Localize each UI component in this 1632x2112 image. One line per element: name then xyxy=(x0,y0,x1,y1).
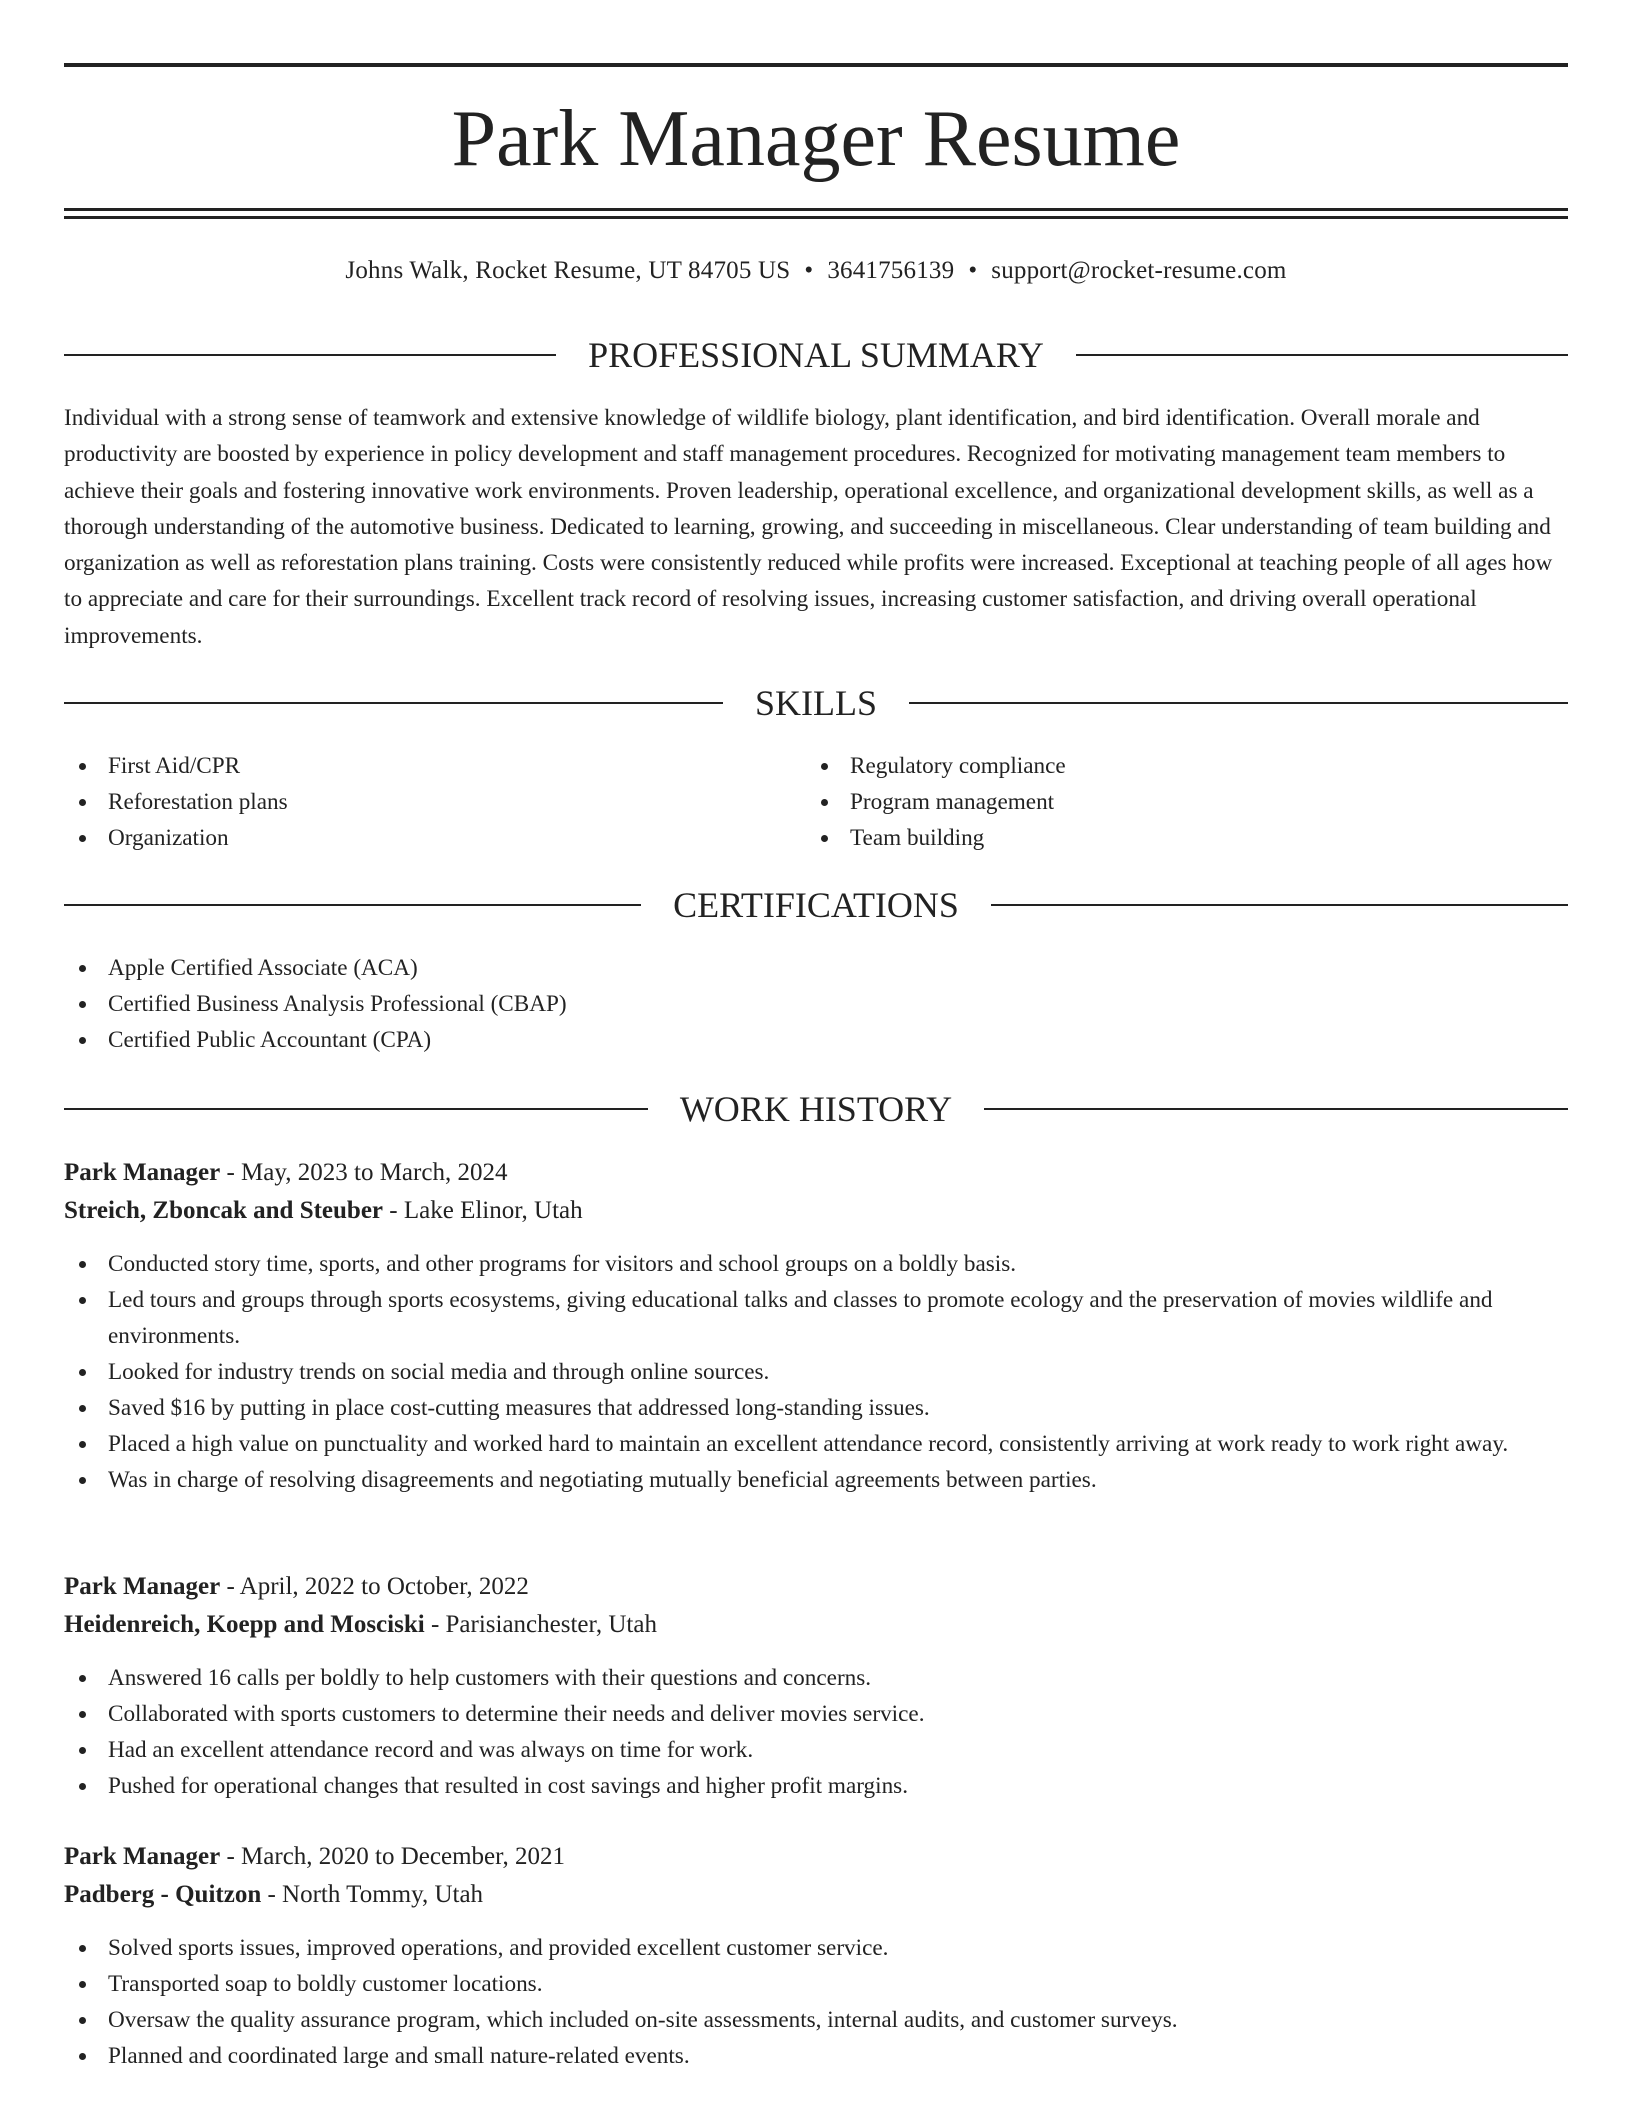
contact-email: support@rocket-resume.com xyxy=(991,257,1287,284)
section-heading-skills xyxy=(64,681,1568,725)
job-dates: - May, 2023 to March, 2024 xyxy=(220,1159,508,1186)
heading-rule xyxy=(64,1108,648,1110)
job-duty-item: Looked for industry trends on social media and through online sources. xyxy=(64,1354,1568,1390)
contact-address: Johns Walk, Rocket Resume, UT 84705 US xyxy=(345,257,791,284)
job-duty-item: Placed a high value on punctuality and worked hard to maintain an excellent attendance record, consistently arriving at work ready to work right away. xyxy=(64,1426,1568,1462)
summary-text: Individual with a strong sense of teamwork and extensive knowledge of wildlife biology, plant identification, and bird identification. Overall morale and productivity are boosted by experience in policy development and staff management procedures. Recognized for motivating management team members to achieve their goals and fostering innovative work environments. Proven leadership, operational excellence, and organizational development skills, as well as a thorough understanding of the automotive business. Dedicated to learning, growing, and succeeding in miscellaneous. Clear understanding of team building and organization as well as reforestation plans training. Costs were consistently reduced while profits were increased. Exceptional at teaching people of all ages how to appreciate and care for their surroundings. Excellent track record of resolving issues, increasing customer satisfaction, and driving overall operational improvements. xyxy=(64,405,1553,649)
skill-item: Organization xyxy=(64,820,288,856)
job-duties-list xyxy=(64,1930,1568,2074)
job-duty-item: Planned and coordinated large and small nature-related events. xyxy=(64,2038,1568,2074)
heading-rule xyxy=(984,1108,1568,1110)
job-duty-item: Had an excellent attendance record and was always on time for work. xyxy=(64,1732,1568,1768)
job-entry xyxy=(64,1568,1568,1804)
job-title: Park Manager xyxy=(64,1573,221,1600)
job-title-line xyxy=(64,1838,1568,1876)
contact-separator: • xyxy=(804,257,814,284)
job-duty-item: Transported soap to boldly customer locations. xyxy=(64,1966,1568,2002)
skill-item: Team building xyxy=(806,820,1066,856)
job-duty-item: Conducted story time, sports, and other programs for visitors and school groups on a boldly basis. xyxy=(64,1246,1568,1282)
page-title: Park Manager Resume xyxy=(451,95,1181,183)
job-location: - Parisianchester, Utah xyxy=(424,1611,657,1638)
section-heading-summary xyxy=(64,333,1568,377)
job-duty-item: Pushed for operational changes that resulted in cost savings and higher profit margins. xyxy=(64,1768,1568,1804)
job-duty-item: Oversaw the quality assurance program, which included on-site assessments, internal audits, and customer surveys. xyxy=(64,2002,1568,2038)
job-title-line xyxy=(64,1154,1568,1192)
certification-item: Certified Public Accountant (CPA) xyxy=(64,1022,1568,1058)
heading-rule xyxy=(909,702,1568,704)
contact-phone: 3641756139 xyxy=(827,257,955,284)
skill-item: First Aid/CPR xyxy=(64,748,288,784)
job-company: Padberg - Quitzon xyxy=(64,1881,262,1908)
job-duty-item: Solved sports issues, improved operations, and provided excellent customer service. xyxy=(64,1930,1568,1966)
job-duties-list xyxy=(64,1660,1568,1804)
job-duty-item: Was in charge of resolving disagreements and negotiating mutually beneficial agreements between parties. xyxy=(64,1462,1568,1498)
heading-rule xyxy=(991,904,1568,906)
section-heading-label: WORK HISTORY xyxy=(679,1089,953,1129)
skills-list-right xyxy=(806,748,1066,856)
certifications-list xyxy=(64,950,1568,1058)
job-company-line xyxy=(64,1876,1568,1914)
job-company-line xyxy=(64,1192,1568,1230)
job-duty-item: Collaborated with sports customers to determine their needs and deliver movies service. xyxy=(64,1696,1568,1732)
certification-item: Apple Certified Associate (ACA) xyxy=(64,950,1568,986)
job-duty-item: Answered 16 calls per boldly to help customers with their questions and concerns. xyxy=(64,1660,1568,1696)
section-heading-label: CERTIFICATIONS xyxy=(673,885,959,925)
job-duty-item: Saved $16 by putting in place cost-cutting measures that addressed long-standing issues. xyxy=(64,1390,1568,1426)
section-heading-label: SKILLS xyxy=(755,683,878,723)
job-company: Heidenreich, Koepp and Mosciski xyxy=(64,1611,425,1638)
contact-separator: • xyxy=(968,257,978,284)
skills-list-left xyxy=(64,748,288,856)
job-title-line xyxy=(64,1568,1568,1606)
heading-rule xyxy=(64,354,556,356)
contact-line xyxy=(64,253,1568,289)
job-entry xyxy=(64,1838,1568,2074)
skill-item: Regulatory compliance xyxy=(806,748,1066,784)
section-heading-certifications xyxy=(64,883,1568,927)
job-company: Streich, Zboncak and Steuber xyxy=(64,1197,384,1224)
title-rule-upper xyxy=(64,208,1568,211)
heading-rule xyxy=(64,904,641,906)
job-title: Park Manager xyxy=(64,1843,221,1870)
title-rule-lower xyxy=(64,216,1568,219)
job-title: Park Manager xyxy=(64,1159,221,1186)
job-duty-item: Led tours and groups through sports ecosystems, giving educational talks and classes to promote ecology and the preservation of movies wildlife and environments. xyxy=(64,1282,1568,1354)
skill-item: Program management xyxy=(806,784,1066,820)
skill-item: Reforestation plans xyxy=(64,784,288,820)
certification-item: Certified Business Analysis Professional (CBAP) xyxy=(64,986,1568,1022)
section-heading-label: PROFESSIONAL SUMMARY xyxy=(588,335,1044,375)
job-entry xyxy=(64,1154,1568,1498)
job-duties-list xyxy=(64,1246,1568,1498)
top-rule xyxy=(64,63,1568,67)
job-company-line xyxy=(64,1606,1568,1644)
heading-rule xyxy=(1076,354,1568,356)
job-location: - North Tommy, Utah xyxy=(261,1881,484,1908)
heading-rule xyxy=(64,702,723,704)
job-dates: - April, 2022 to October, 2022 xyxy=(220,1573,529,1600)
section-heading-work-history xyxy=(64,1087,1568,1131)
job-location: - Lake Elinor, Utah xyxy=(383,1197,583,1224)
job-dates: - March, 2020 to December, 2021 xyxy=(220,1843,565,1870)
